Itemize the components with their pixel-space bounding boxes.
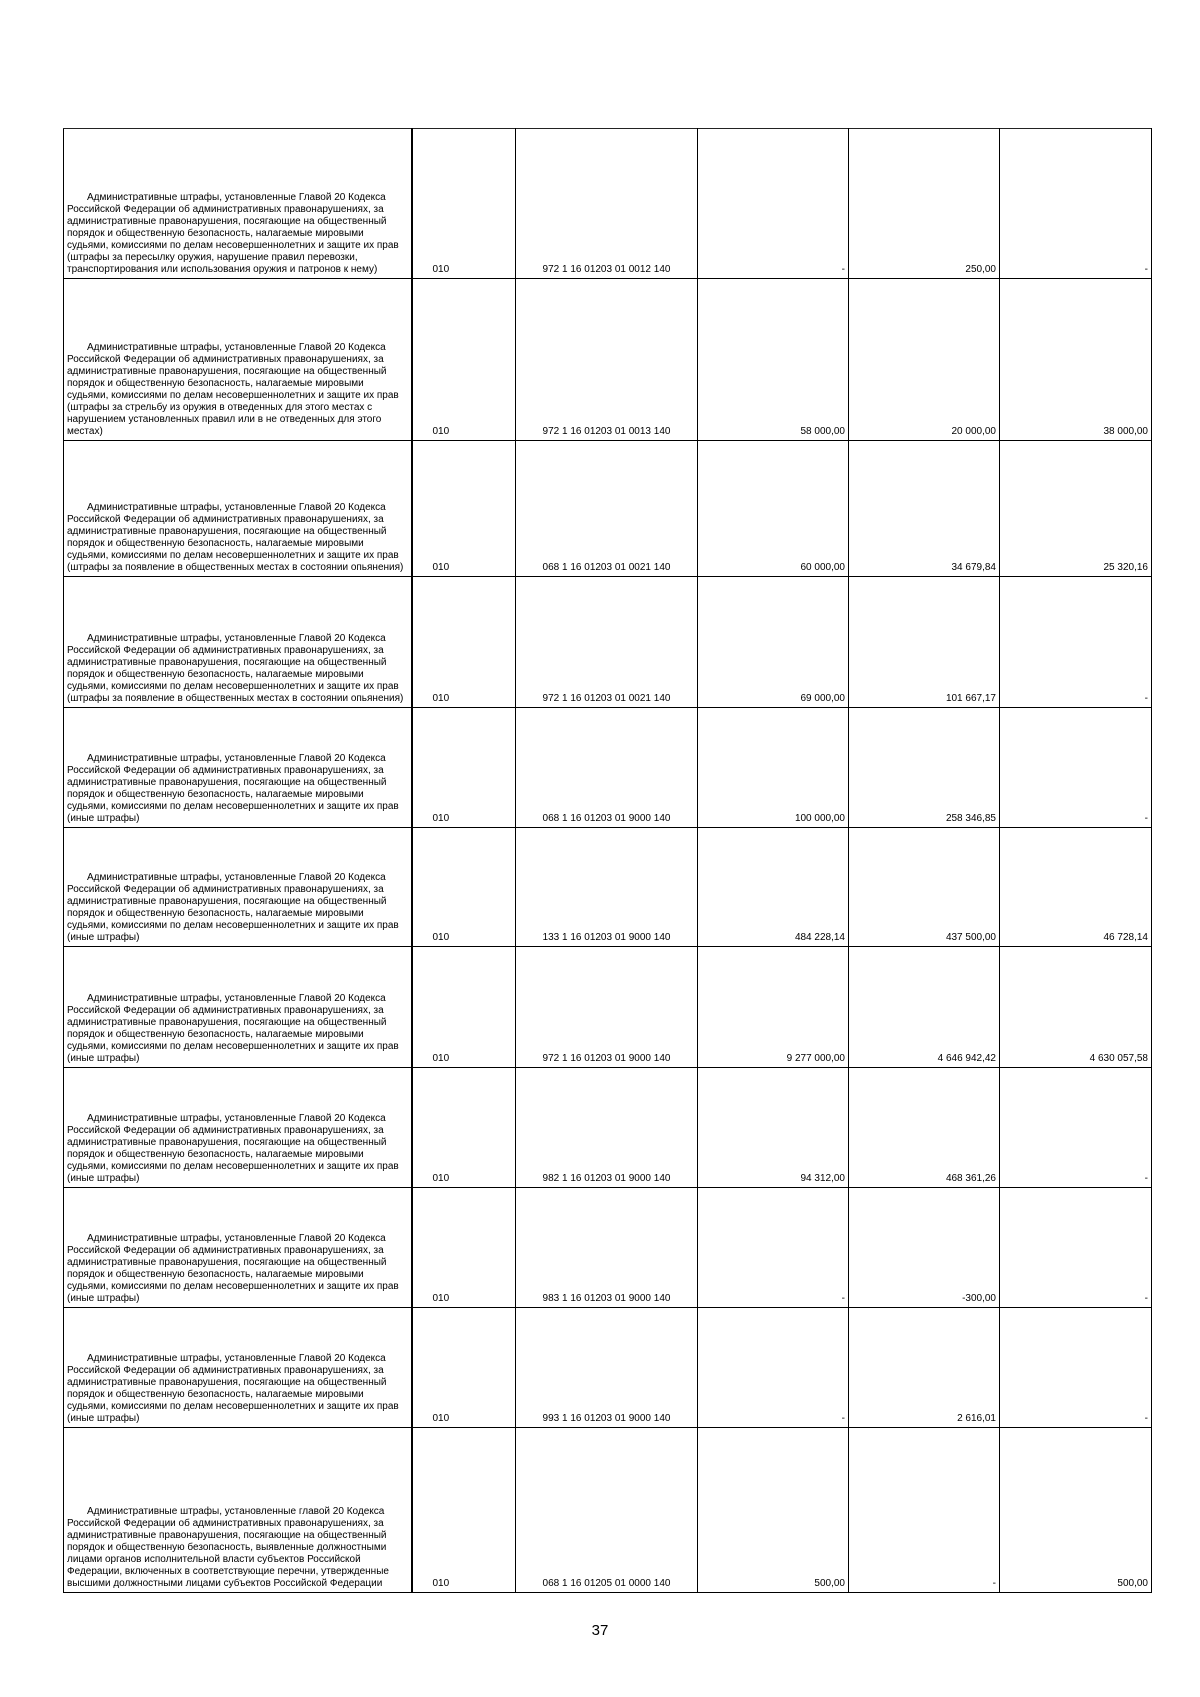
- cell-budget-code: 133 1 16 01203 01 9000 140: [516, 828, 698, 947]
- cell-budget-code: 972 1 16 01203 01 0012 140: [516, 129, 698, 279]
- cell-executed: 34 679,84: [849, 441, 1000, 577]
- cell-executed: 437 500,00: [849, 828, 1000, 947]
- cell-budget-code: 993 1 16 01203 01 9000 140: [516, 1308, 698, 1428]
- cell-name: Административные штрафы, установленные Главой 20 Кодекса Российской Федерации об административных правонарушениях, за административные правонарушения, посягающие на общественный порядок и общественную безопасность, налагаемые мировыми судьями, комиссиями по делам несовершеннолетних и защите их прав (иные штрафы): [64, 1308, 412, 1428]
- cell-approved: 69 000,00: [698, 577, 849, 708]
- cell-line-code: 010: [412, 1188, 516, 1308]
- cell-name: Административные штрафы, установленные Главой 20 Кодекса Российской Федерации об административных правонарушениях, за административные правонарушения, посягающие на общественный порядок и общественную безопасность, налагаемые мировыми судьями, комиссиями по делам несовершеннолетних и защите их прав (иные штрафы): [64, 1068, 412, 1188]
- cell-unexecuted: -: [1000, 129, 1152, 279]
- cell-name: Административные штрафы, установленные Главой 20 Кодекса Российской Федерации об административных правонарушениях, за административные правонарушения, посягающие на общественный порядок и общественную безопасность, налагаемые мировыми судьями, комиссиями по делам несовершеннолетних и защите их прав (штрафы за появление в общественных местах в состоянии опьянения): [64, 441, 412, 577]
- cell-budget-code: 972 1 16 01203 01 9000 140: [516, 947, 698, 1068]
- cell-line-code: 010: [412, 577, 516, 708]
- cell-line-code: 010: [412, 828, 516, 947]
- cell-unexecuted: -: [1000, 577, 1152, 708]
- table-body: [64, 129, 1152, 1593]
- cell-approved: -: [698, 129, 849, 279]
- cell-budget-code: 068 1 16 01205 01 0000 140: [516, 1428, 698, 1593]
- cell-unexecuted: -: [1000, 1308, 1152, 1428]
- cell-approved: -: [698, 1308, 849, 1428]
- table-row: [64, 1068, 1152, 1188]
- cell-executed: 258 346,85: [849, 708, 1000, 828]
- cell-name: Административные штрафы, установленные Главой 20 Кодекса Российской Федерации об административных правонарушениях, за административные правонарушения, посягающие на общественный порядок и общественную безопасность, налагаемые мировыми судьями, комиссиями по делам несовершеннолетних и защите их прав (штрафы за пересылку оружия, нарушение правил перевозки, транспортирования или использования оружия и патронов к нему): [64, 129, 412, 279]
- cell-approved: 100 000,00: [698, 708, 849, 828]
- table-row: [64, 577, 1152, 708]
- cell-unexecuted: -: [1000, 708, 1152, 828]
- cell-name: Административные штрафы, установленные главой 20 Кодекса Российской Федерации об административных правонарушениях, за административные правонарушения, посягающие на общественный порядок и общественную безопасность, выявленные должностными лицами органов исполнительной власти субъектов Российской Федерации, включенных в соответствующие перечни, утвержденные высшими должностными лицами субъектов Российской Федерации: [64, 1428, 412, 1593]
- cell-name: Административные штрафы, установленные Главой 20 Кодекса Российской Федерации об административных правонарушениях, за административные правонарушения, посягающие на общественный порядок и общественную безопасность, налагаемые мировыми судьями, комиссиями по делам несовершеннолетних и защите их прав (штрафы за появление в общественных местах в состоянии опьянения): [64, 577, 412, 708]
- cell-approved: 500,00: [698, 1428, 849, 1593]
- cell-executed: 250,00: [849, 129, 1000, 279]
- cell-approved: 9 277 000,00: [698, 947, 849, 1068]
- table-row: [64, 708, 1152, 828]
- cell-executed: 101 667,17: [849, 577, 1000, 708]
- cell-name: Административные штрафы, установленные Главой 20 Кодекса Российской Федерации об административных правонарушениях, за административные правонарушения, посягающие на общественный порядок и общественную безопасность, налагаемые мировыми судьями, комиссиями по делам несовершеннолетних и защите их прав (иные штрафы): [64, 828, 412, 947]
- cell-budget-code: 068 1 16 01203 01 9000 140: [516, 708, 698, 828]
- cell-line-code: 010: [412, 441, 516, 577]
- cell-approved: 60 000,00: [698, 441, 849, 577]
- cell-name: Административные штрафы, установленные Главой 20 Кодекса Российской Федерации об административных правонарушениях, за административные правонарушения, посягающие на общественный порядок и общественную безопасность, налагаемые мировыми судьями, комиссиями по делам несовершеннолетних и защите их прав (штрафы за стрельбу из оружия в отведенных для этого местах с нарушением установленных правил или в не отведенных для этого местах): [64, 279, 412, 441]
- cell-approved: 94 312,00: [698, 1068, 849, 1188]
- page-number: 37: [591, 1622, 609, 1639]
- table-row: [64, 279, 1152, 441]
- cell-line-code: 010: [412, 947, 516, 1068]
- table-row: [64, 129, 1152, 279]
- cell-executed: 2 616,01: [849, 1308, 1000, 1428]
- cell-unexecuted: 4 630 057,58: [1000, 947, 1152, 1068]
- cell-line-code: 010: [412, 708, 516, 828]
- cell-executed: 4 646 942,42: [849, 947, 1000, 1068]
- cell-name: Административные штрафы, установленные Главой 20 Кодекса Российской Федерации об административных правонарушениях, за административные правонарушения, посягающие на общественный порядок и общественную безопасность, налагаемые мировыми судьями, комиссиями по делам несовершеннолетних и защите их прав (иные штрафы): [64, 1188, 412, 1308]
- cell-line-code: 010: [412, 1308, 516, 1428]
- cell-executed: -: [849, 1428, 1000, 1593]
- cell-budget-code: 972 1 16 01203 01 0021 140: [516, 577, 698, 708]
- table-row: [64, 1308, 1152, 1428]
- cell-unexecuted: 500,00: [1000, 1428, 1152, 1593]
- table-row: [64, 1188, 1152, 1308]
- cell-name: Административные штрафы, установленные Главой 20 Кодекса Российской Федерации об административных правонарушениях, за административные правонарушения, посягающие на общественный порядок и общественную безопасность, налагаемые мировыми судьями, комиссиями по делам несовершеннолетних и защите их прав (иные штрафы): [64, 708, 412, 828]
- cell-budget-code: 983 1 16 01203 01 9000 140: [516, 1188, 698, 1308]
- cell-name: Административные штрафы, установленные Главой 20 Кодекса Российской Федерации об административных правонарушениях, за административные правонарушения, посягающие на общественный порядок и общественную безопасность, налагаемые мировыми судьями, комиссиями по делам несовершеннолетних и защите их прав (иные штрафы): [64, 947, 412, 1068]
- cell-approved: -: [698, 1188, 849, 1308]
- cell-line-code: 010: [412, 279, 516, 441]
- cell-unexecuted: -: [1000, 1068, 1152, 1188]
- table-row: [64, 828, 1152, 947]
- cell-unexecuted: 25 320,16: [1000, 441, 1152, 577]
- cell-line-code: 010: [412, 1068, 516, 1188]
- cell-line-code: 010: [412, 1428, 516, 1593]
- table-row: [64, 1428, 1152, 1593]
- cell-unexecuted: -: [1000, 1188, 1152, 1308]
- cell-unexecuted: 46 728,14: [1000, 828, 1152, 947]
- revenue-table: [63, 128, 1152, 1593]
- cell-executed: 468 361,26: [849, 1068, 1000, 1188]
- table-row: [64, 441, 1152, 577]
- cell-approved: 58 000,00: [698, 279, 849, 441]
- cell-budget-code: 972 1 16 01203 01 0013 140: [516, 279, 698, 441]
- cell-budget-code: 982 1 16 01203 01 9000 140: [516, 1068, 698, 1188]
- table-row: [64, 947, 1152, 1068]
- cell-approved: 484 228,14: [698, 828, 849, 947]
- cell-executed: 20 000,00: [849, 279, 1000, 441]
- cell-line-code: 010: [412, 129, 516, 279]
- cell-unexecuted: 38 000,00: [1000, 279, 1152, 441]
- cell-budget-code: 068 1 16 01203 01 0021 140: [516, 441, 698, 577]
- cell-executed: -300,00: [849, 1188, 1000, 1308]
